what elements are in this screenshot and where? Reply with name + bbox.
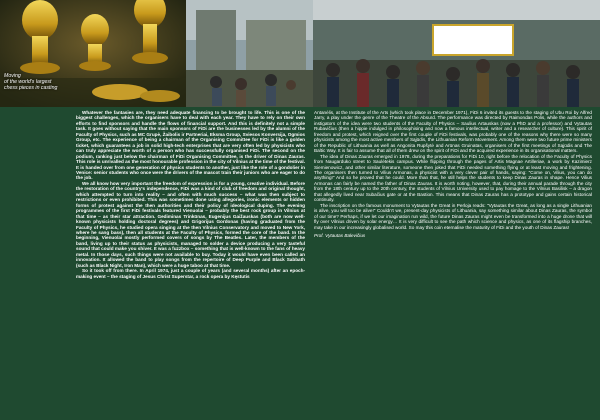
- caption-line: Moving: [4, 73, 21, 79]
- parade-image: [313, 0, 600, 107]
- caption-line: of the world's largest: [4, 79, 52, 86]
- left-paragraph: Whatever the fantasies are, they need adequate financing to be brought to life. This is one of the biggest challenges, which the organisers have to deal with each year. They have to rely on their own efforts to find sponsors and handle the flows of financial support. And this is definitely not a simple task. It goes without saying that the main sponsors of FiDi are the businesses led by the alumni of the Faculty of Physics, such as MC Grupė, Žaibolis ir Partneriai, Eksma Group, Sviesos Konversija, Ogmios Group, etc. The experience of being a chairman of the Organising Committee for FiDi is like a golden ticket, which guarantees a job in solid high-tech enterprises that are very often led by physicists who can truly appreciate the worth of a person who has successfully organised FiDi. The second on the podium, ranking just below the chairman of FiDi Organising Committee, is the driver of Dinas Zauras. This role is unrivalled as the most honourable profession in the city of Vilnius at the time of the festival. It is handed over from one generation of physics students to another, just like the role of a gondolier in Venice: senior students who once were the drivers of the mascot train their juniors who are eager to do the job.: [76, 110, 306, 181]
- chess-pieces-photo: [0, 0, 186, 107]
- street-image: [186, 0, 313, 107]
- right-column: [314, 110, 592, 238]
- left-paragraph: So it took off from there. In April 1974, just a couple of years (and several months) after an epoch-making event – the staging of Jesus Christ Superstar, a rock opera by Kęstutis: [76, 268, 305, 279]
- caption-line: chess pieces in casting: [4, 85, 58, 92]
- right-paragraph: The inscription on the famous monument to Vytautas the Great in Perloja reads: "Vytautas the Great, as long as a single Lithuanian is alive, you will too be alive!" Couldn't we, present-day physicists of Lithuania, say something similar about Dinas Zauras, the symbol of our time? Perhaps, if we let our imagination run wild, the future Dinas Zauras might even be transformed into a huge drone that will fly over Vilnius driven by solar energy… It is very difficult to see the path which science and physics, as one of its flagship branches, may take in our increasingly globalised world. So may this coin eternalise the maturity of FiDi and the youth of Dinas Zauras!: [314, 202, 592, 230]
- photo-strip: [0, 0, 600, 107]
- right-paragraph: Antanėlis, at the Institute of the Arts (which took place in December 1971), FiDi 6 invited its guests to the staging of Ubu Roi by Alfred Jarry, a play under the genre of the Theatre of the Absurd. The performance was directed by Raimondas Polis, while the authors and instigators of the idea were two students of the Faculty of Physics – Saulius Artauskas (now a PhD and a professor) and Vytautas Rubavičius (then a hippie indulged in philosophising and now a famous intellectual, writer and a researcher of culture). This spirit of freedom and protest, which reigned over the first couple of FiDi festivals, was probably one of the reasons why there were so many physicists among the most active members of Sąjūdis, the Lithuanian Reform Movement. Among them were two future prime ministers of the Republic of Lithuania as well as Angonita Rupšytė and Arūnas Gruinatas, organisers of the first meetings of Sąjūdis and The Baltic Way. It is fair to assume that all of them drew on the spirit of FiDi and the acquired experience in its organisational matters.: [314, 110, 592, 154]
- right-paragraph: The idea of Dinas Zauras emerged in 1978, during the preparations for FiDi 10, right before the relocation of the Faculty of Physics from Naugarduko street to Saulėtekis campus. While flipping through the pages of Artis Magnae Artilleriae, a work by Kazimierz Siemienowicz, and other similar literature, someone then joked that FiDi needed something flying or at least moving and frightening. The organisers then turned to Vilius Armonas, a physicist with a very clever pair of hands, saying: "Come on, Vilius, you can do anything!" And so he proved that he could. More than that, he still helps the students to keep Dinas Zauras in shape. Hence Vilius Armonas can fairly be named the father of Dinas Zauras. It is worth noting, however, that, during their annual parade through the city from the 18th century up to the 20th century, the students of Vilnius University used to pay homage to the Vilnius Basilisk – a dragon that allegedly lived near Subačius gate or at the Bastion. This means that Dinas Zauras has a prototype and gains certain historical continuity.: [314, 153, 592, 203]
- parade-photo: [313, 0, 600, 107]
- photo-caption: [4, 73, 94, 92]
- left-column: [76, 110, 305, 279]
- left-paragraph: We all know how very important the freedom of expression is for a young, creative individual. Before the restoration of the country's independence, FiDi was a kind of club of freedom and original thought, which attempted to turn into reality – and often with much success – what was then subject to restrictions or even prohibited. This was sometimes done using allegories, ironic elements or hidden forms of protest against the then authorities and their policy of ideological duping. The evening programmes of the first FiDi festivals featured Vienuolai – probably the best rock group in Vilnius at that time – as their star attraction. Gediminas Trinkūnas, Eugenijus Gaižauskas (both are now well-known physicists holding doctoral degrees) and Grigorijus Gordonas (having graduated from the Faculty of Physics, he studied opera singing at the then Vilnius Conservatory and moved to New York, where he sang bass), then all students at the Faculty of Physics, formed the core of the band. In the beginning, Vienuolai mostly performed covers of songs by The Beatles. Later, the members of the band, living up to their status as physicists, managed to solder a device producing a very tasteful sound that could make you shiver. It was a fuzzbox – something that is well-known to the fans of heavy metal. In those days, such things were not available to buy. Today it would have even been called an innovation. It allowed the band to play songs from the repertoire of Deep Purple and Black Sabbath (such as Black Night, Iron Man), which were a huge taboo at that time.: [76, 180, 305, 268]
- street-photo: [186, 0, 313, 107]
- author-signature: Prof. Vytautas Balevičius: [314, 232, 366, 238]
